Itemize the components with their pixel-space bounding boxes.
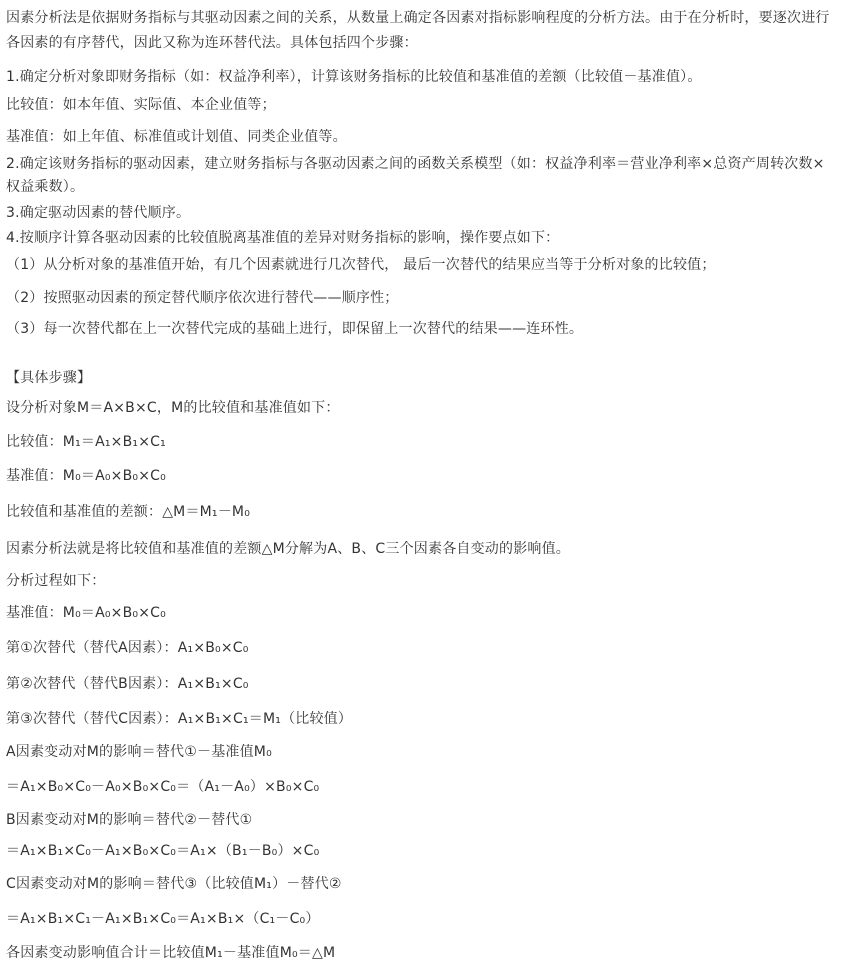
step-4: 4.按顺序计算各驱动因素的比较值脱离基准值的差异对财务指标的影响，操作要点如下： [6,230,560,246]
detail-explain: 因素分析法就是将比较值和基准值的差额△M分解为A、B、C三个因素各自变动的影响值。 [6,541,571,557]
effect-b-calc: ＝A₁×B₁×C₀－A₁×B₀×C₀＝A₁×（B₁－B₀）×C₀ [6,843,320,859]
substitution-3: 第③次替代（替代C因素）：A₁×B₁×C₁＝M₁（比较值） [6,711,353,727]
compare-value-def: 比较值：如本年值、实际值、本企业值等； [6,97,276,113]
step-1: 1.确定分析对象即财务指标（如：权益净利率），计算该财务指标的比较值和基准值的差额（比较值－基准值）。 [6,69,702,85]
effect-b: B因素变动对M的影响＝替代②－替代① [6,812,253,828]
detail-base-2: 基准值：M₀＝A₀×B₀×C₀ [6,605,166,621]
point-1: （1）从分析对象的基准值开始，有几个因素就进行几次替代， 最后一次替代的结果应当等于分析对象的比较值； [6,257,716,273]
effect-c: C因素变动对M的影响＝替代③（比较值M₁）－替代② [6,876,342,892]
detail-process: 分析过程如下： [6,573,106,589]
detail-compare: 比较值：M₁＝A₁×B₁×C₁ [6,434,166,450]
substitution-2: 第②次替代（替代B因素）：A₁×B₁×C₀ [6,676,249,692]
detail-base: 基准值：M₀＝A₀×B₀×C₀ [6,468,166,484]
point-3: （3）每一次替代都在上一次替代完成的基础上进行，即保留上一次替代的结果——连环性。 [6,321,584,337]
intro-paragraph: 因素分析法是依据财务指标与其驱动因素之间的关系，从数量上确定各因素对指标影响程度的分析方法。由于在分析时，要逐次进行各因素的有序替代，因此又称为连环替代法。具体包括四个步骤： [6,10,830,51]
effect-a-calc: ＝A₁×B₀×C₀－A₀×B₀×C₀＝（A₁－A₀）×B₀×C₀ [6,779,320,795]
point-2: （2）按照驱动因素的预定替代顺序依次进行替代——顺序性； [6,290,399,306]
detail-diff: 比较值和基准值的差额：△M＝M₁－M₀ [6,504,251,520]
base-value-def: 基准值：如上年值、标准值或计划值、同类企业值等。 [6,129,347,145]
effect-total: 各因素变动影响值合计＝比较值M₁－基准值M₀＝△M [6,945,336,961]
detail-setup: 设分析对象M＝A×B×C，M的比较值和基准值如下： [6,400,340,416]
step-2: 2.确定该财务指标的驱动因素，建立财务指标与各驱动因素之间的函数关系模型（如：权益净利率＝营业净利率×总资产周转次数×权益乘数）。 [6,156,825,195]
step-3: 3.确定驱动因素的替代顺序。 [6,205,191,221]
effect-a: A因素变动对M的影响＝替代①－基准值M₀ [6,744,272,760]
detail-heading: 【具体步骤】 [6,370,92,386]
effect-c-calc: ＝A₁×B₁×C₁－A₁×B₁×C₀＝A₁×B₁×（C₁－C₀） [6,911,320,927]
substitution-1: 第①次替代（替代A因素）：A₁×B₀×C₀ [6,640,249,656]
